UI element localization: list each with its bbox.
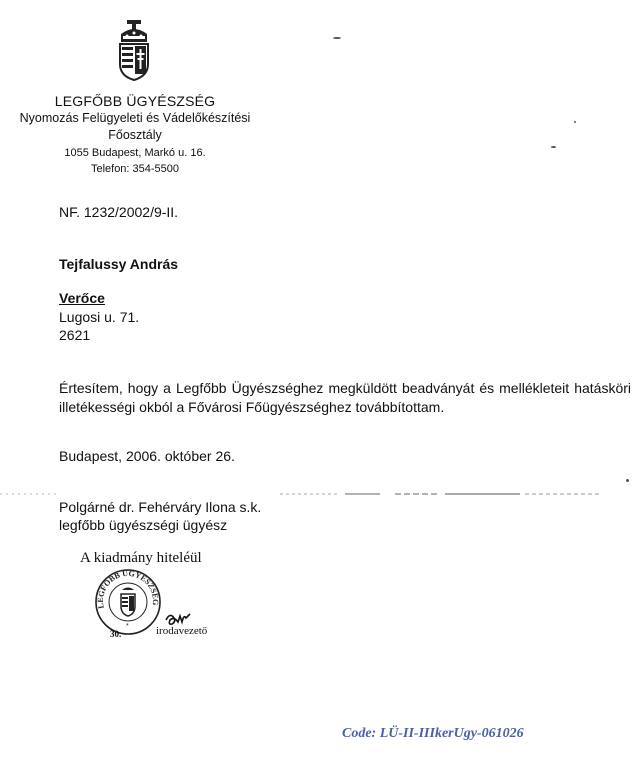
office-phone: Telefon: 354-5500: [90, 163, 180, 175]
scan-speck: [574, 121, 576, 123]
organization-name: LEGFŐBB ÜGYÉSZSÉG: [54, 93, 216, 109]
coat-of-arms-icon: [117, 20, 151, 82]
stamp-text: LEGFŐBB ÜGYÉSZSÉG: [95, 568, 161, 610]
signatory-title: legfőbb ügyészségi ügyész: [59, 517, 228, 533]
recipient-street: Lugosi u. 71.: [59, 309, 140, 325]
department-line-2: Főosztály: [108, 128, 162, 142]
office-manager-label: irodavezető: [156, 625, 208, 637]
recipient-city: Verőce: [59, 290, 105, 306]
scan-artifact-line: [0, 492, 638, 496]
svg-text:*: *: [126, 623, 129, 630]
recipient-name: Tejfalussy András: [59, 256, 179, 272]
department-line-1: Nyomozás Felügyeleti és Vádelőkészítési: [19, 111, 251, 125]
official-stamp-icon: [94, 568, 162, 636]
stamp-number: 30.: [110, 629, 122, 639]
date-line: Budapest, 2006. október 26.: [59, 448, 235, 464]
body-paragraph: Értesítem, hogy a Legfőbb Ügyészséghez megküldött beadványát és mellékleteit hatásköri illetékességi okból a Fővárosi Főügyészséghez továbbítottam.: [59, 380, 631, 415]
office-address: 1055 Budapest, Markó u. 16.: [64, 147, 206, 159]
scan-speck: [333, 37, 341, 39]
document-code: Code: LÜ-II-IIIkerUgy-061026: [342, 726, 524, 741]
reference-number: NF. 1232/2002/9-II.: [59, 204, 179, 220]
scan-speck: [626, 479, 629, 482]
signatory-name: Polgárné dr. Fehérváry Ilona s.k.: [59, 499, 262, 515]
recipient-postcode: 2621: [59, 327, 91, 343]
certification-label: A kiadmány hiteléül: [80, 550, 202, 566]
scan-speck: [551, 146, 556, 148]
